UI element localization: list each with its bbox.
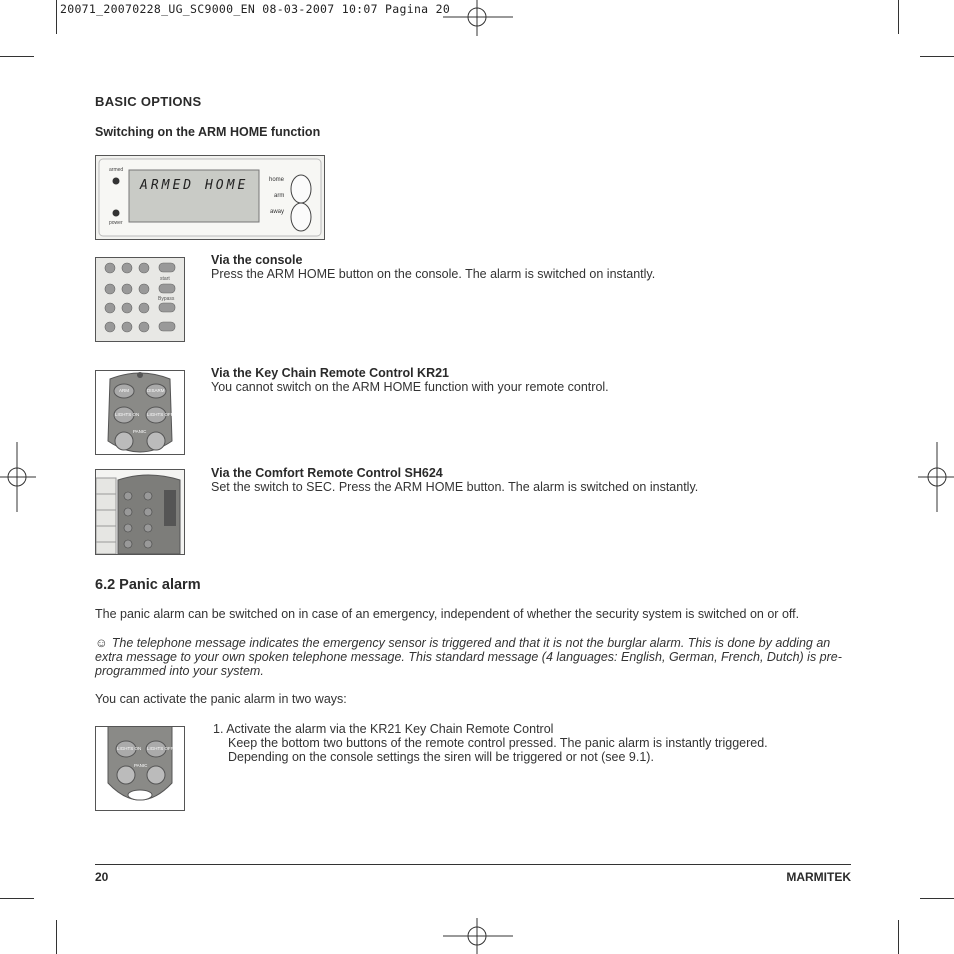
panic-note <box>95 636 855 678</box>
subheading: Switching on the ARM HOME function <box>95 125 321 139</box>
kr21-arm-label: ARM <box>119 388 129 393</box>
registration-mark-left <box>0 442 36 512</box>
power-label: power <box>109 220 123 226</box>
kr21-panic-lights-off-label: LIGHTS OFF <box>147 746 174 751</box>
arm-label: arm <box>274 193 285 199</box>
sh624-remote-image <box>95 469 185 555</box>
crop-mark <box>920 898 954 899</box>
crop-mark <box>898 920 899 954</box>
crop-mark <box>56 920 57 954</box>
kr21-panic-lights-on-label: LIGHTS ON <box>117 746 142 751</box>
section-heading: BASIC OPTIONS <box>95 94 202 109</box>
item-sh624-text: Set the switch to SEC. Press the ARM HOME button. The alarm is switched on instantly. <box>211 480 699 494</box>
kr21-remote-image <box>95 370 185 455</box>
kr21-lights-on-label: LIGHTS ON <box>115 412 140 417</box>
panic-note-text: The telephone message indicates the emergency sensor is triggered and that it is not the burglar alarm. This is done by adding an extra message to your own spoken telephone message. This standard message (4 languages: English, German, French, Dutch) is pre-programmed into your system. <box>95 636 842 678</box>
kr21-remote-panic-image <box>95 726 185 811</box>
home-label: home <box>269 177 285 183</box>
away-label: away <box>270 209 285 215</box>
brand-name: MARMITEK <box>786 870 851 884</box>
kr21-panic-label: PANIC <box>133 429 147 434</box>
kr21-panic-panic-label: PANIC <box>134 763 148 768</box>
kr21-lights-off-label: LIGHTS OFF <box>147 412 174 417</box>
armed-label: armed <box>109 167 124 173</box>
footer-rule <box>95 864 851 865</box>
smiley-icon: ☺ <box>95 636 108 650</box>
crop-mark <box>920 56 954 57</box>
crop-mark <box>0 898 34 899</box>
item-console-text: Press the ARM HOME button on the console. The alarm is switched on instantly. <box>211 267 656 281</box>
crop-mark <box>898 0 899 34</box>
step1-line1: Keep the bottom two buttons of the remote control pressed. The panic alarm is instantly triggered. <box>228 736 768 750</box>
item-kr21-text: You cannot switch on the ARM HOME function with your remote control. <box>211 380 609 394</box>
page-number: 20 <box>95 870 109 884</box>
panic-heading: 6.2 Panic alarm <box>95 577 201 593</box>
start-label: start <box>160 276 170 282</box>
item-kr21-title: Via the Key Chain Remote Control KR21 <box>211 366 450 380</box>
console-display-image <box>95 155 325 240</box>
crop-mark <box>0 56 34 57</box>
registration-mark-bottom <box>443 918 513 954</box>
console-keypad-image <box>95 257 185 342</box>
item-console-title: Via the console <box>211 253 303 267</box>
item-sh624-title: Via the Comfort Remote Control SH624 <box>211 466 443 480</box>
bypass-label: Bypass <box>158 296 175 302</box>
kr21-disarm-label: DISARM <box>147 388 165 393</box>
registration-mark-top <box>443 0 513 36</box>
registration-mark-right <box>918 442 954 512</box>
lcd-text: ARMED HOME <box>140 178 249 193</box>
step1-title: 1. Activate the alarm via the KR21 Key Chain Remote Control <box>213 722 554 736</box>
panic-intro: The panic alarm can be switched on in case of an emergency, independent of whether the security system is switched on or off. <box>95 607 800 621</box>
print-slug: 20071_20070228_UG_SC9000_EN 08-03-2007 10:07 Pagina 20 <box>60 2 451 16</box>
crop-mark <box>56 0 57 34</box>
panic-ways-intro: You can activate the panic alarm in two ways: <box>95 692 347 706</box>
step1-line2: Depending on the console settings the siren will be triggered or not (see 9.1). <box>228 750 654 764</box>
